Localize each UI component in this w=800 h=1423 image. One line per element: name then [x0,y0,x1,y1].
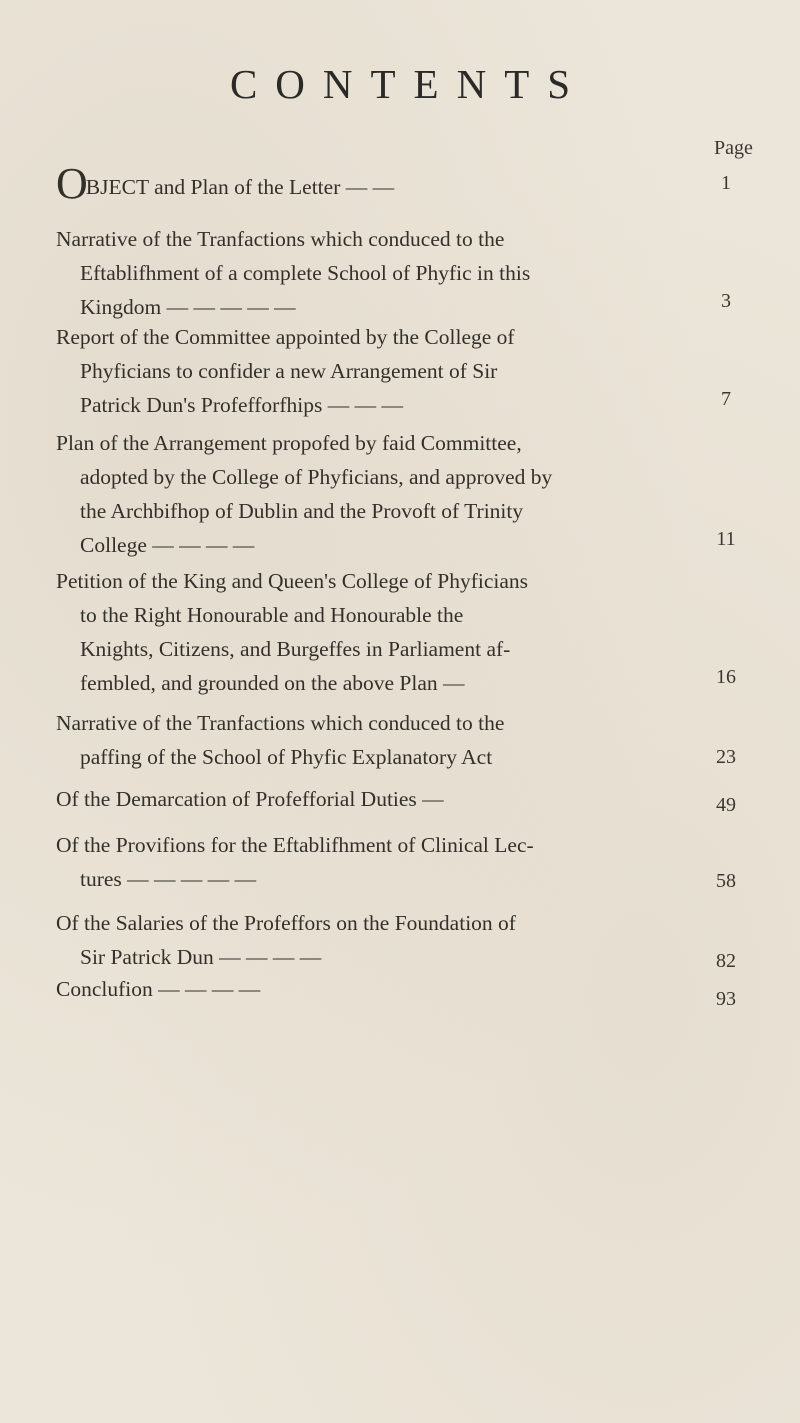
toc-entry-line: Knights, Citizens, and Burgeffes in Parliament af- [80,637,511,661]
toc-entry-title: BJECT and Plan of the Letter — — [85,175,395,199]
toc-entry-line: Of the Salaries of the Profeffors on the Foundation of [56,911,516,935]
toc-entry-line: adopted by the College of Phyficians, and approved by [80,465,553,489]
toc-entry-line: Plan of the Arrangement propofed by faid Committee, [56,431,522,455]
toc-entry[interactable] [56,426,666,562]
toc-entry[interactable] [56,906,666,974]
toc-page-number: 82 [716,950,736,972]
toc-entry-line: to the Right Honourable and Honourable the [80,603,464,627]
toc-entry-line: Of the Demarcation of Profefforial Duties — [56,787,444,811]
toc-page-number: 93 [716,988,736,1010]
toc-entry-line: fembled, and grounded on the above Plan — [80,671,465,695]
page-title: CONTENTS [229,61,589,107]
toc-page-number: 49 [716,794,736,816]
toc-entry[interactable] [56,782,666,816]
toc-page-number: 3 [721,290,731,312]
toc-entry-line: Report of the Committee appointed by the College of [56,325,515,349]
toc-entry-line: Sir Patrick Dun — — — — [80,945,322,969]
toc-entry[interactable] [56,222,666,324]
toc-page-number: 1 [721,172,731,194]
toc-entry[interactable] [56,159,666,208]
toc-page-number: 11 [716,528,736,550]
toc-entry-line: Petition of the King and Queen's College of Phyficians [56,569,529,593]
drop-cap: O [56,159,86,208]
toc-entry-line: Patrick Dun's Profefforfhips — — — [80,393,403,417]
toc-entry[interactable] [56,320,666,422]
toc-entry[interactable] [56,972,666,1006]
toc-page-number: 16 [716,666,736,688]
toc-page-number: 7 [721,388,731,410]
toc-entry-line: tures — — — — — [80,867,257,891]
toc-entry-line: the Archbifhop of Dublin and the Provoft of Trinity [80,499,524,523]
toc-entry-line: Narrative of the Tranfactions which conduced to the [56,227,505,251]
toc-entry-line: Phyficians to confider a new Arrangement of Sir [80,359,498,383]
page-column-label: Page [714,137,753,159]
toc-entry-line: Kingdom — — — — — [80,295,296,319]
toc-page-number: 58 [716,870,736,892]
toc-entry[interactable] [56,706,666,774]
toc-entry-line: Of the Provifions for the Eftablifhment of Clinical Lec- [56,833,534,857]
toc-entry-line: Eftablifhment of a complete School of Phyfic in this [80,261,531,285]
toc-entry-line: paffing of the School of Phyfic Explanatory Act [80,745,493,769]
toc-entry-line: Conclufion — — — — [56,977,261,1001]
toc-entry[interactable] [56,828,666,896]
toc-entry-line: Narrative of the Tranfactions which conduced to the [56,711,505,735]
toc-entry[interactable] [56,564,666,700]
toc-entry-line: College — — — — [80,533,255,557]
toc-page-number: 23 [716,746,736,768]
